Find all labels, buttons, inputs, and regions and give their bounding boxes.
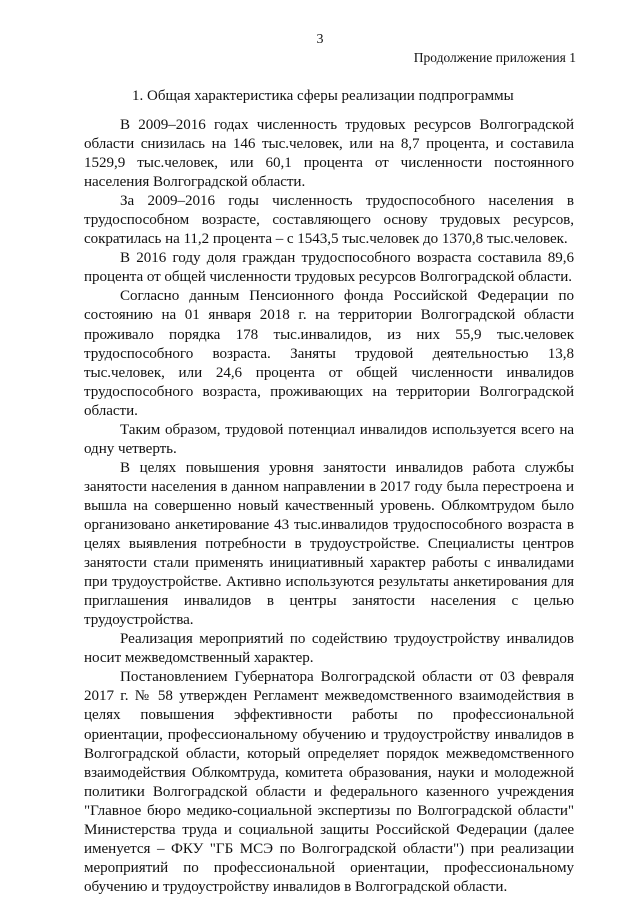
document-body — [84, 116, 574, 897]
paragraph-interagency-nature: Реализация мероприятий по содействию трудоустройству инвалидов носит межведомственный характер. — [84, 631, 574, 667]
paragraph-working-age-population: За 2009–2016 годы численность трудоспособного населения в трудоспособном возрасте, составляющего основу трудовых ресурсов, сократилась на 11,2 процента – с 1543,5 тыс.человек до 1370,8 тыс.человек. — [84, 193, 574, 248]
paragraph-governor-decree: Постановлением Губернатора Волгоградской области от 03 февраля 2017 г. № 58 утвержден Регламент межведомственного взаимодействия в целях повышения эффективности работы по профессиональной ориентации, профессиональному обучению и трудоустройству инвалидов в Волгоградской области, который определяет порядок межведомственного взаимодействия Облкомтруда, комитета образования, науки и молодежной политики Волгоградской области и федерального казенного учреждения "Главное бюро медико-социальной экспертизы по Волгоградской области" Министерства труда и социальной защиты Российской Федерации (далее именуется – ФКУ "ГБ МСЭ по Волгоградской области") при реализации мероприятий по профессиональной ориентации, профессиональному обучению и трудоустройству инвалидов в Волгоградской области. — [84, 669, 574, 895]
paragraph-working-age-share: В 2016 году доля граждан трудоспособного возраста составила 89,6 процента от общей численности трудовых ресурсов Волгоградской области. — [84, 250, 574, 286]
paragraph-labor-resources: В 2009–2016 годах численность трудовых ресурсов Волгоградской области снизилась на 146 тыс.человек, или на 8,7 процента, и составила 1529,9 тыс.человек, или 60,1 процента от численности постоянного населения Волгоградской области. — [84, 117, 574, 191]
section-title: 1. Общая характеристика сферы реализации подпрограммы — [132, 88, 514, 104]
paragraph-pension-fund-data: Согласно данным Пенсионного фонда Российской Федерации по состоянию на 01 января 2018 г. на территории Волгоградской области проживало порядка 178 тыс.инвалидов, из них 55,9 тыс.человек трудоспособного возраста. Заняты трудовой деятельностью 13,8 тыс.человек, или 24,6 процента от общей численности инвалидов трудоспособного возраста, проживающих на территории Волгоградской области. — [84, 288, 574, 419]
paragraph-employment-service: В целях повышения уровня занятости инвалидов работа службы занятости населения в данном направлении в 2017 году была перестроена и вышла на совершенно новый качественный уровень. Облкомтрудом было организовано анкетирование 43 тыс.инвалидов трудоспособного возраста в целях выявления потребности в трудоустройстве. Специалисты центров занятости стали применять инициативный характер работы с инвалидами при трудоустройстве. Активно используются результаты анкетирования для приглашения инвалидов в центры занятости населения с целью трудоустройства. — [84, 459, 574, 629]
paragraph-labor-potential: Таким образом, трудовой потенциал инвалидов используется всего на одну четверть. — [84, 421, 574, 457]
page-number: 3 — [316, 32, 324, 47]
appendix-continuation-label: Продолжение приложения 1 — [413, 50, 576, 65]
